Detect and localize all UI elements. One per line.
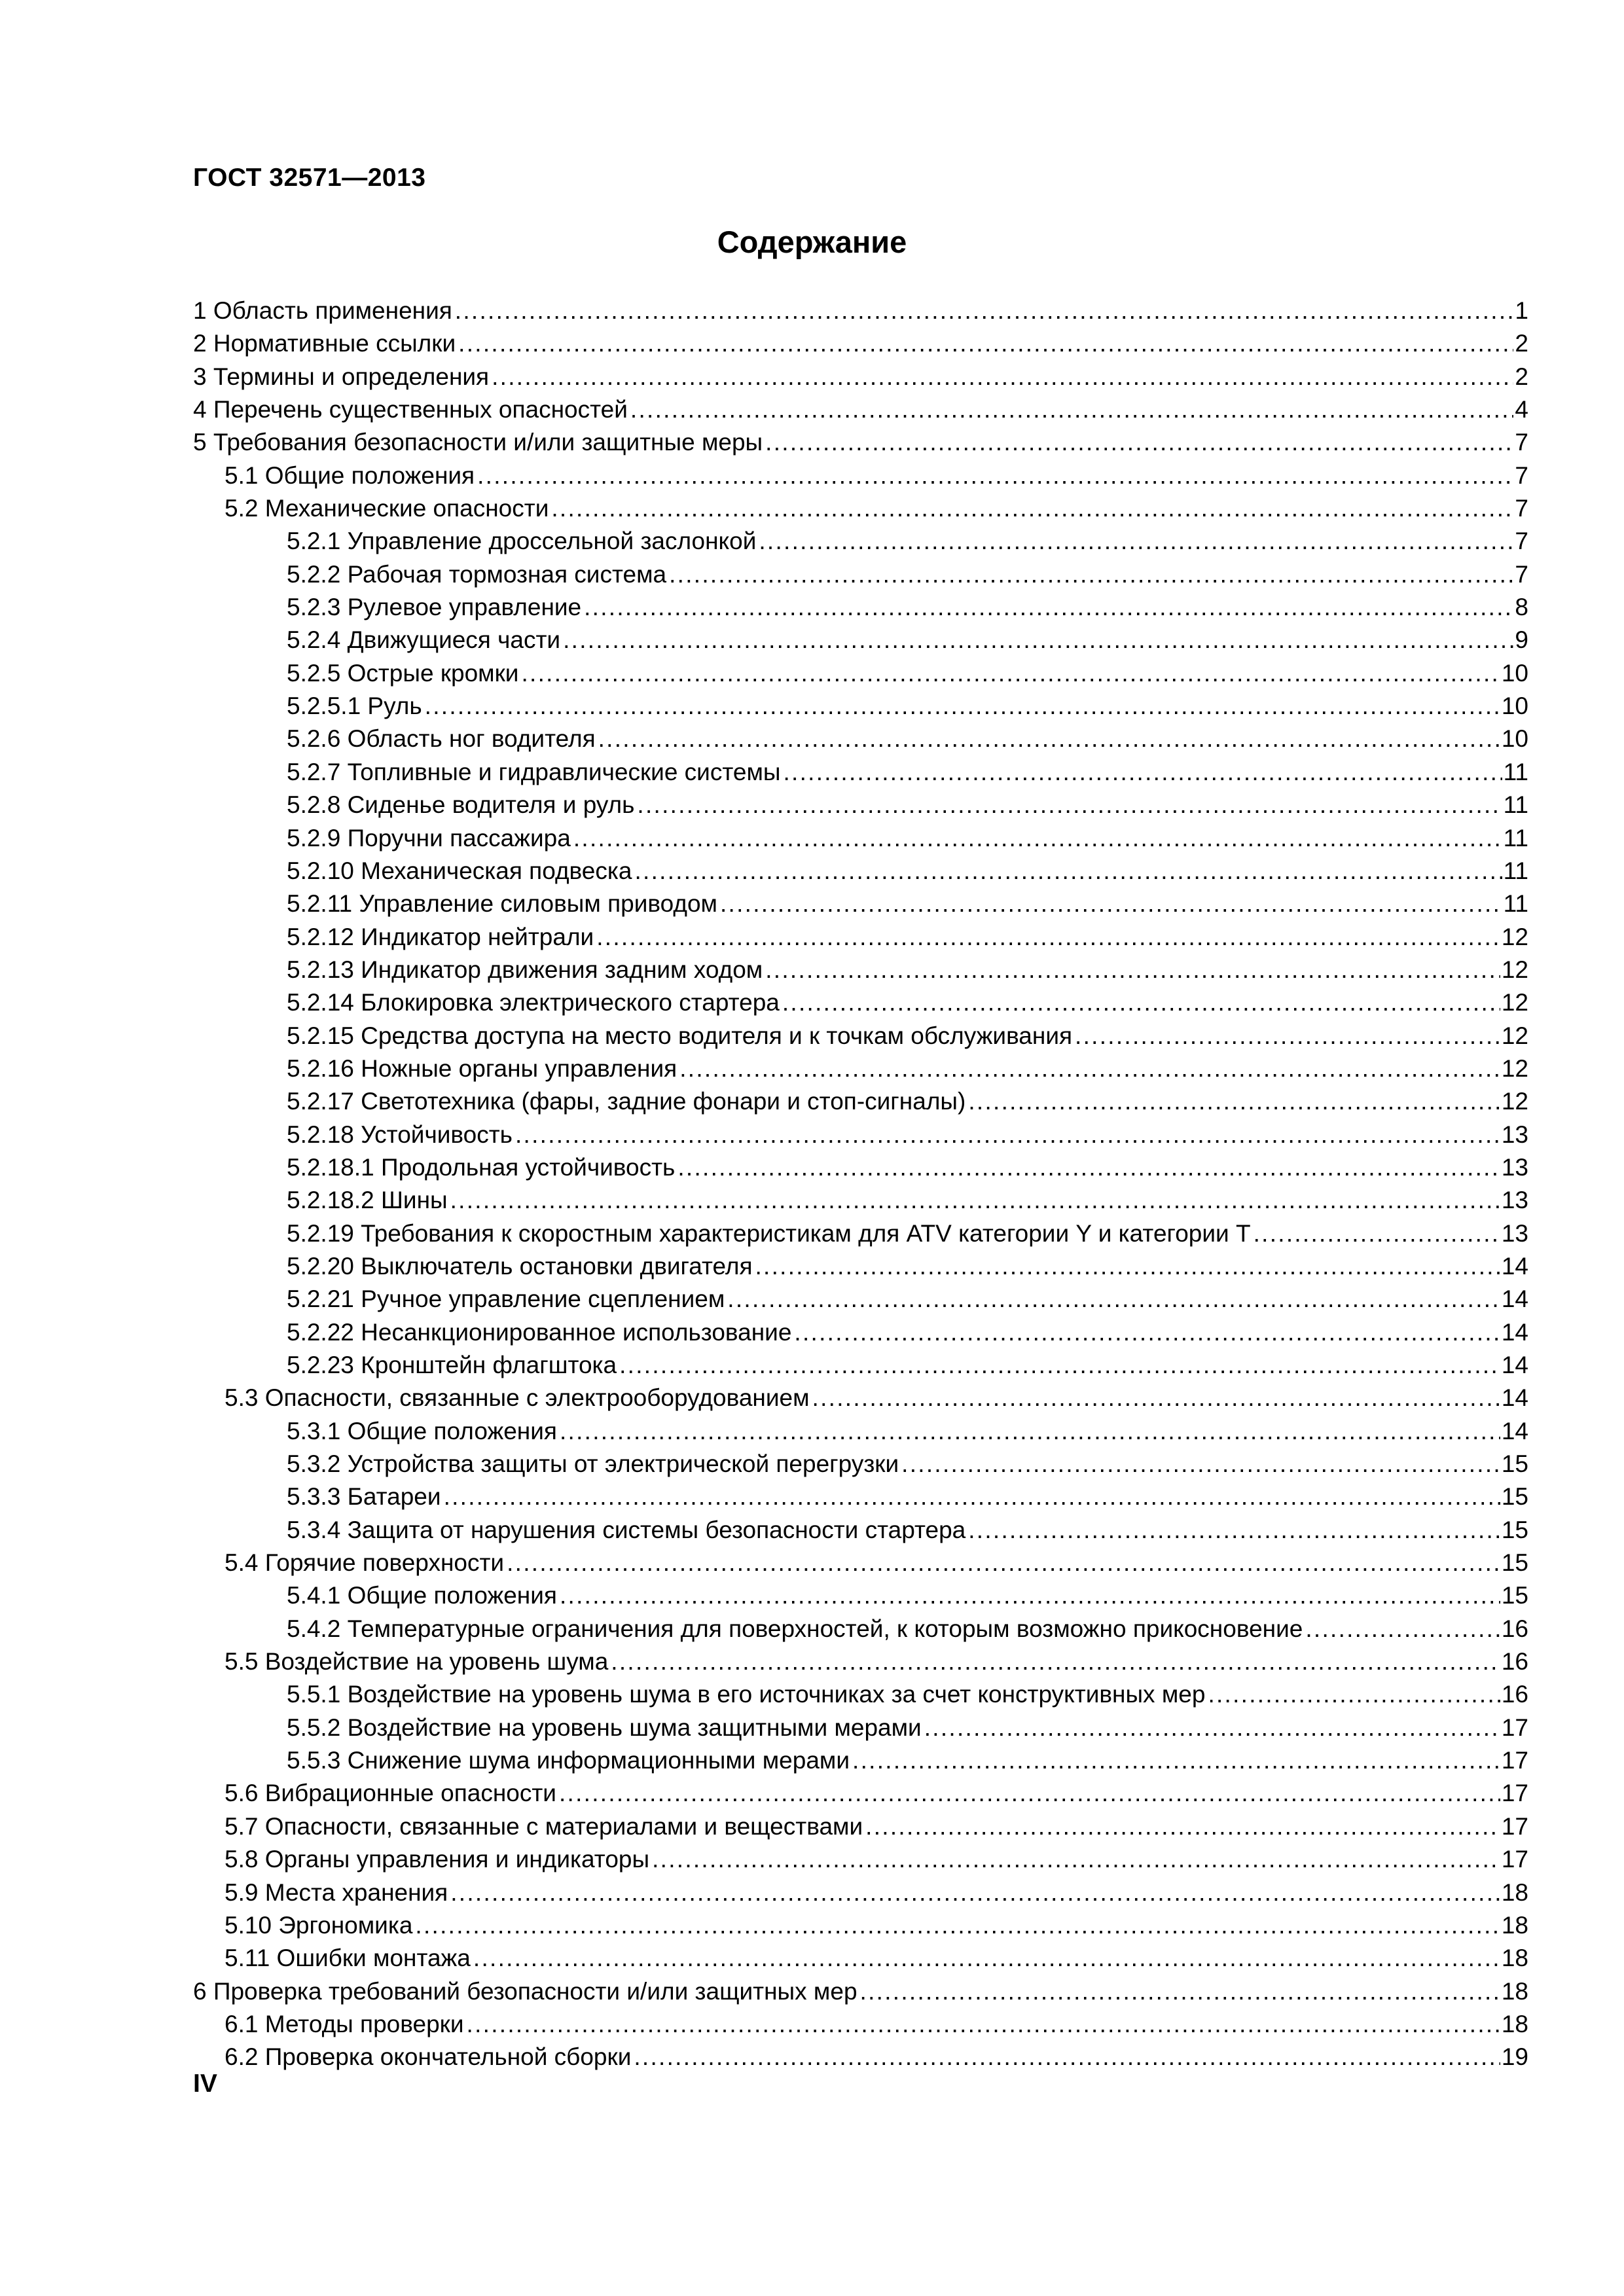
toc-entry <box>193 361 1528 393</box>
toc-entry-page: 15 <box>1501 1450 1528 1478</box>
toc-dot-leader <box>492 361 1513 393</box>
toc-entry <box>193 954 1528 986</box>
toc-entry-page: 9 <box>1515 626 1528 654</box>
toc-dot-leader <box>425 690 1500 723</box>
toc-title: Содержание <box>717 224 907 259</box>
toc-dot-leader <box>444 1480 1500 1513</box>
toc-entry-page: 11 <box>1503 824 1528 852</box>
toc-entry-page: 12 <box>1501 1054 1528 1082</box>
toc-entry-page: 13 <box>1501 1121 1528 1148</box>
toc-entry-text: 5.5.3 Снижение шума информационными мерами <box>287 1747 850 1774</box>
toc-entry-text: 5.10 Эргономика <box>225 1911 413 1939</box>
toc-entry <box>193 1151 1528 1184</box>
toc-dot-leader <box>679 1052 1500 1085</box>
toc-dot-leader <box>467 2008 1500 2041</box>
toc-entry-text: 5.4 Горячие поверхности <box>225 1549 505 1577</box>
toc-dot-leader <box>652 1843 1500 1876</box>
toc-dot-leader <box>619 1349 1500 1382</box>
toc-entry-page: 1 <box>1515 297 1528 324</box>
toc-entry-page: 13 <box>1501 1219 1528 1247</box>
toc-dot-leader <box>784 756 1502 789</box>
toc-entry-text: 5.5.1 Воздействие на уровень шума в его источниках за счет конструктивных мер <box>287 1681 1206 1708</box>
toc-entry-page: 14 <box>1501 1252 1528 1280</box>
toc-entry-page: 12 <box>1501 956 1528 983</box>
toc-entry-page: 14 <box>1501 1384 1528 1412</box>
toc-entry <box>193 1020 1528 1052</box>
toc-dot-leader <box>584 591 1513 624</box>
toc-entry-page: 18 <box>1501 1911 1528 1939</box>
toc-dot-leader <box>630 393 1514 426</box>
toc-entry-text: 5.2.8 Сиденье водителя и руль <box>287 791 635 819</box>
toc-entry-page: 14 <box>1501 1318 1528 1346</box>
toc-entry-text: 5.7 Опасности, связанные с материалами и веществами <box>225 1812 863 1840</box>
toc-entry <box>193 492 1528 525</box>
toc-entry-page: 12 <box>1501 1022 1528 1049</box>
toc-entry <box>193 1712 1528 1744</box>
toc-entry-text: 5.8 Органы управления и индикаторы <box>225 1846 650 1873</box>
toc-entry-page: 7 <box>1515 461 1528 489</box>
toc-entry <box>193 1579 1528 1612</box>
toc-dot-leader <box>611 1645 1500 1678</box>
toc-entry-page: 7 <box>1515 528 1528 555</box>
toc-entry-page: 7 <box>1515 495 1528 522</box>
document-code: ГОСТ 32571—2013 <box>193 164 426 192</box>
toc-entry-page: 17 <box>1501 1812 1528 1840</box>
toc-entry-text: 5.4.1 Общие положения <box>287 1582 557 1609</box>
toc-entry-text: 5.9 Места хранения <box>225 1878 448 1906</box>
toc-entry-page: 12 <box>1501 923 1528 950</box>
toc-dot-leader <box>924 1712 1500 1744</box>
toc-entry-page: 11 <box>1503 890 1528 918</box>
toc-entry-text: 5.3.4 Защита от нарушения системы безопасности стартера <box>287 1516 966 1543</box>
toc-entry <box>193 1514 1528 1547</box>
toc-entry <box>193 1645 1528 1678</box>
toc-entry-text: 5.2.13 Индикатор движения задним ходом <box>287 956 763 983</box>
toc-dot-leader <box>560 1579 1500 1612</box>
toc-entry-page: 10 <box>1501 659 1528 687</box>
toc-entry <box>193 1349 1528 1382</box>
toc-dot-leader <box>669 558 1513 591</box>
toc-entry-page: 18 <box>1501 2010 1528 2037</box>
table-of-contents <box>193 295 1528 2074</box>
toc-dot-leader <box>598 723 1500 755</box>
toc-entry-page: 16 <box>1501 1648 1528 1676</box>
toc-dot-leader <box>560 1415 1500 1448</box>
toc-entry-text: 5.5 Воздействие на уровень шума <box>225 1648 609 1676</box>
toc-entry-text: 5.2.1 Управление дроссельной заслонкой <box>287 528 757 555</box>
toc-dot-leader <box>1254 1217 1500 1250</box>
toc-entry-text: 5.2.2 Рабочая тормозная система <box>287 560 667 588</box>
toc-entry <box>193 1613 1528 1645</box>
toc-entry-page: 14 <box>1501 1285 1528 1313</box>
toc-entry-text: 5.11 Ошибки монтажа <box>225 1945 471 1972</box>
toc-entry <box>193 986 1528 1019</box>
toc-entry <box>193 1415 1528 1448</box>
toc-entry <box>193 1909 1528 1942</box>
toc-entry-page: 7 <box>1515 560 1528 588</box>
toc-entry-text: 5.2.6 Область ног водителя <box>287 725 596 753</box>
toc-entry <box>193 1283 1528 1316</box>
toc-dot-leader <box>812 1382 1500 1414</box>
toc-dot-leader <box>968 1514 1500 1547</box>
toc-entry <box>193 1678 1528 1711</box>
toc-entry <box>193 1448 1528 1480</box>
toc-entry-page: 14 <box>1501 1417 1528 1444</box>
toc-entry <box>193 1744 1528 1777</box>
toc-entry <box>193 921 1528 954</box>
toc-dot-leader <box>901 1448 1500 1480</box>
toc-entry-text: 5.3.3 Батареи <box>287 1483 441 1511</box>
toc-dot-leader <box>521 657 1500 690</box>
toc-entry-text: 6.2 Проверка окончательной сборки <box>225 2043 632 2071</box>
toc-entry <box>193 2041 1528 2073</box>
toc-entry-text: 5.2.16 Ножные органы управления <box>287 1054 677 1082</box>
toc-dot-leader <box>450 1184 1500 1217</box>
toc-entry-page: 13 <box>1501 1153 1528 1181</box>
toc-entry-page: 2 <box>1515 363 1528 390</box>
toc-entry-text: 5.3.1 Общие положения <box>287 1417 557 1444</box>
toc-entry-text: 5.5.2 Воздействие на уровень шума защитными мерами <box>287 1713 922 1741</box>
toc-entry-page: 10 <box>1501 725 1528 753</box>
toc-entry <box>193 1843 1528 1876</box>
toc-entry-text: 5.2.7 Топливные и гидравлические системы <box>287 758 781 785</box>
toc-dot-leader <box>458 327 1513 360</box>
toc-entry <box>193 1382 1528 1414</box>
toc-entry-text: 5.2.4 Движущиеся части <box>287 626 561 654</box>
toc-entry-page: 17 <box>1501 1780 1528 1807</box>
toc-dot-leader <box>515 1119 1500 1151</box>
toc-dot-leader <box>634 2041 1500 2073</box>
toc-entry-page: 11 <box>1503 857 1528 884</box>
toc-entry-text: 5.2.9 Поручни пассажира <box>287 824 571 852</box>
toc-entry-text: 1 Область применения <box>193 297 452 324</box>
toc-entry <box>193 888 1528 920</box>
toc-entry <box>193 1480 1528 1513</box>
toc-dot-leader <box>415 1909 1500 1942</box>
toc-entry <box>193 855 1528 888</box>
toc-entry-page: 15 <box>1501 1483 1528 1511</box>
toc-entry-text: 5.2.20 Выключатель остановки двигателя <box>287 1252 753 1280</box>
toc-entry-text: 5.4.2 Температурные ограничения для поверхностей, к которым возможно прикосновение <box>287 1615 1303 1642</box>
toc-entry-text: 5.2.12 Индикатор нейтрали <box>287 923 594 950</box>
toc-entry <box>193 822 1528 855</box>
toc-entry-page: 19 <box>1501 2043 1528 2071</box>
toc-entry-text: 5.2.22 Несанкционированное использование <box>287 1318 792 1346</box>
toc-entry-text: 5 Требования безопасности и/или защитные меры <box>193 429 763 456</box>
toc-entry-text: 3 Термины и определения <box>193 363 490 390</box>
toc-dot-leader <box>559 1777 1500 1810</box>
toc-entry <box>193 1085 1528 1118</box>
toc-entry-page: 7 <box>1515 429 1528 456</box>
toc-entry-text: 6.1 Методы проверки <box>225 2010 464 2037</box>
toc-entry <box>193 1876 1528 1909</box>
toc-entry <box>193 393 1528 426</box>
toc-entry <box>193 624 1528 656</box>
toc-dot-leader <box>1208 1678 1500 1711</box>
toc-entry-page: 18 <box>1501 1977 1528 2005</box>
toc-entry <box>193 1217 1528 1250</box>
toc-entry-page: 4 <box>1515 396 1528 423</box>
toc-dot-leader <box>1305 1613 1500 1645</box>
toc-dot-leader <box>782 986 1500 1019</box>
toc-entry <box>193 756 1528 789</box>
toc-entry-text: 5.3.2 Устройства защиты от электрической перегрузки <box>287 1450 899 1478</box>
toc-dot-leader <box>865 1810 1500 1843</box>
toc-entry-text: 5.2.18 Устойчивость <box>287 1121 513 1148</box>
toc-entry <box>193 723 1528 755</box>
toc-entry-page: 15 <box>1501 1516 1528 1543</box>
toc-dot-leader <box>755 1250 1500 1283</box>
toc-dot-leader <box>455 295 1514 327</box>
toc-entry-page: 12 <box>1501 989 1528 1016</box>
toc-entry-text: 5.2.17 Светотехника (фары, задние фонари и стоп-сигналы) <box>287 1088 966 1115</box>
toc-dot-leader <box>968 1085 1500 1118</box>
toc-entry-text: 5.2.15 Средства доступа на место водителя и к точкам обслуживания <box>287 1022 1073 1049</box>
toc-entry <box>193 591 1528 624</box>
toc-dot-leader <box>765 954 1500 986</box>
toc-dot-leader <box>473 1942 1500 1975</box>
toc-entry <box>193 558 1528 591</box>
toc-entry-page: 17 <box>1501 1846 1528 1873</box>
toc-dot-leader <box>563 624 1513 656</box>
toc-dot-leader <box>794 1316 1500 1349</box>
toc-entry-text: 2 Нормативные ссылки <box>193 330 456 357</box>
toc-dot-leader <box>765 426 1513 459</box>
toc-dot-leader <box>720 888 1502 920</box>
toc-entry-page: 17 <box>1501 1713 1528 1741</box>
toc-dot-leader <box>1075 1020 1500 1052</box>
toc-entry <box>193 657 1528 690</box>
toc-entry-page: 2 <box>1515 330 1528 357</box>
toc-entry-text: 5.2.14 Блокировка электрического стартера <box>287 989 780 1016</box>
toc-dot-leader <box>477 459 1513 492</box>
toc-entry-page: 11 <box>1503 791 1528 819</box>
toc-dot-leader <box>860 1975 1500 2008</box>
toc-entry <box>193 459 1528 492</box>
toc-entry <box>193 1250 1528 1283</box>
toc-entry-text: 5.2.5 Острые кромки <box>287 659 519 687</box>
toc-entry-text: 5.2.11 Управление силовым приводом <box>287 890 717 918</box>
toc-entry <box>193 327 1528 360</box>
toc-entry-page: 15 <box>1501 1582 1528 1609</box>
toc-entry-text: 4 Перечень существенных опасностей <box>193 396 628 423</box>
toc-entry <box>193 1052 1528 1085</box>
toc-entry-page: 13 <box>1501 1187 1528 1214</box>
toc-entry-text: 5.2.21 Ручное управление сцеплением <box>287 1285 725 1313</box>
toc-entry-text: 5.2 Механические опасности <box>225 495 549 522</box>
toc-dot-leader <box>551 492 1513 525</box>
toc-entry <box>193 295 1528 327</box>
toc-entry-text: 5.3 Опасности, связанные с электрооборудованием <box>225 1384 810 1412</box>
toc-entry-page: 15 <box>1501 1549 1528 1577</box>
toc-entry-text: 5.2.18.2 Шины <box>287 1187 448 1214</box>
toc-entry <box>193 1316 1528 1349</box>
toc-entry-text: 5.2.10 Механическая подвеска <box>287 857 632 884</box>
toc-entry-text: 5.1 Общие положения <box>225 461 475 489</box>
toc-entry-page: 18 <box>1501 1945 1528 1972</box>
page-number: IV <box>193 2070 217 2098</box>
toc-entry <box>193 1119 1528 1151</box>
toc-entry <box>193 1810 1528 1843</box>
toc-entry <box>193 789 1528 821</box>
toc-entry-text: 5.2.5.1 Руль <box>287 692 422 720</box>
toc-dot-leader <box>677 1151 1500 1184</box>
toc-dot-leader <box>507 1547 1500 1579</box>
toc-entry-page: 11 <box>1503 758 1528 785</box>
toc-entry-page: 17 <box>1501 1747 1528 1774</box>
toc-entry <box>193 1975 1528 2008</box>
toc-entry <box>193 525 1528 558</box>
toc-entry-text: 5.2.19 Требования к скоростным характеристикам для ATV категории Y и категории T <box>287 1219 1251 1247</box>
toc-entry-text: 5.6 Вибрационные опасности <box>225 1780 556 1807</box>
toc-entry <box>193 2008 1528 2041</box>
toc-entry <box>193 1547 1528 1579</box>
toc-dot-leader <box>450 1876 1500 1909</box>
toc-dot-leader <box>759 525 1513 558</box>
toc-entry-page: 12 <box>1501 1088 1528 1115</box>
toc-entry-page: 14 <box>1501 1352 1528 1378</box>
toc-dot-leader <box>637 789 1502 821</box>
toc-dot-leader <box>573 822 1502 855</box>
toc-entry-page: 18 <box>1501 1878 1528 1906</box>
toc-entry-page: 10 <box>1501 692 1528 720</box>
toc-dot-leader <box>727 1283 1500 1316</box>
toc-entry-text: 5.2.23 Кронштейн флагштока <box>287 1352 617 1378</box>
toc-dot-leader <box>596 921 1500 954</box>
toc-entry <box>193 1777 1528 1810</box>
toc-dot-leader <box>852 1744 1500 1777</box>
toc-entry-page: 16 <box>1501 1681 1528 1708</box>
toc-entry <box>193 426 1528 459</box>
toc-entry-text: 5.2.3 Рулевое управление <box>287 594 582 621</box>
toc-entry-page: 16 <box>1501 1615 1528 1642</box>
toc-entry-text: 6 Проверка требований безопасности и/или защитных мер <box>193 1977 857 2005</box>
toc-dot-leader <box>634 855 1502 888</box>
toc-entry <box>193 1942 1528 1975</box>
toc-entry <box>193 1184 1528 1217</box>
toc-entry <box>193 690 1528 723</box>
toc-entry-text: 5.2.18.1 Продольная устойчивость <box>287 1153 676 1181</box>
toc-entry-page: 8 <box>1515 594 1528 621</box>
